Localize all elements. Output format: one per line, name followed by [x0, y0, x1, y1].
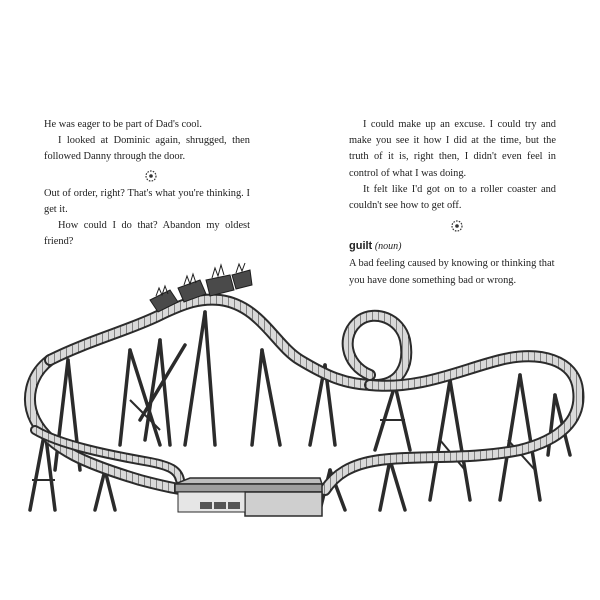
paragraph: I could make up an excuse. I could try and make you see it how I did at the time, but the truth of it is, right then, I didn't even feel in control of what I was doing. — [349, 119, 556, 179]
flower-ornament-icon — [451, 220, 463, 232]
paragraph: It felt like I'd got on to a roller coaster and couldn't see how to get off. — [349, 183, 556, 212]
paragraph: How could I do that? Abandon my oldest friend? — [44, 220, 250, 248]
left-column — [44, 117, 250, 250]
glossary-part-of-speech: (noun) — [374, 241, 402, 253]
paragraph: He was eager to be part of Dad's cool. — [44, 119, 202, 130]
station-platform — [175, 478, 322, 516]
glossary-term: guilt — [349, 240, 373, 253]
roller-coaster-illustration — [0, 260, 600, 520]
flower-ornament-icon — [145, 170, 157, 182]
track — [30, 300, 578, 492]
paragraph: I looked at Dominic again, shrugged, then followed Danny through the door. — [44, 135, 250, 163]
glossary-definition: A bad feeling caused by knowing or thinking that you have done something bad or wrong. — [349, 258, 555, 286]
paragraph: Out of order, right? That's what you're thinking. I get it. — [44, 187, 250, 215]
